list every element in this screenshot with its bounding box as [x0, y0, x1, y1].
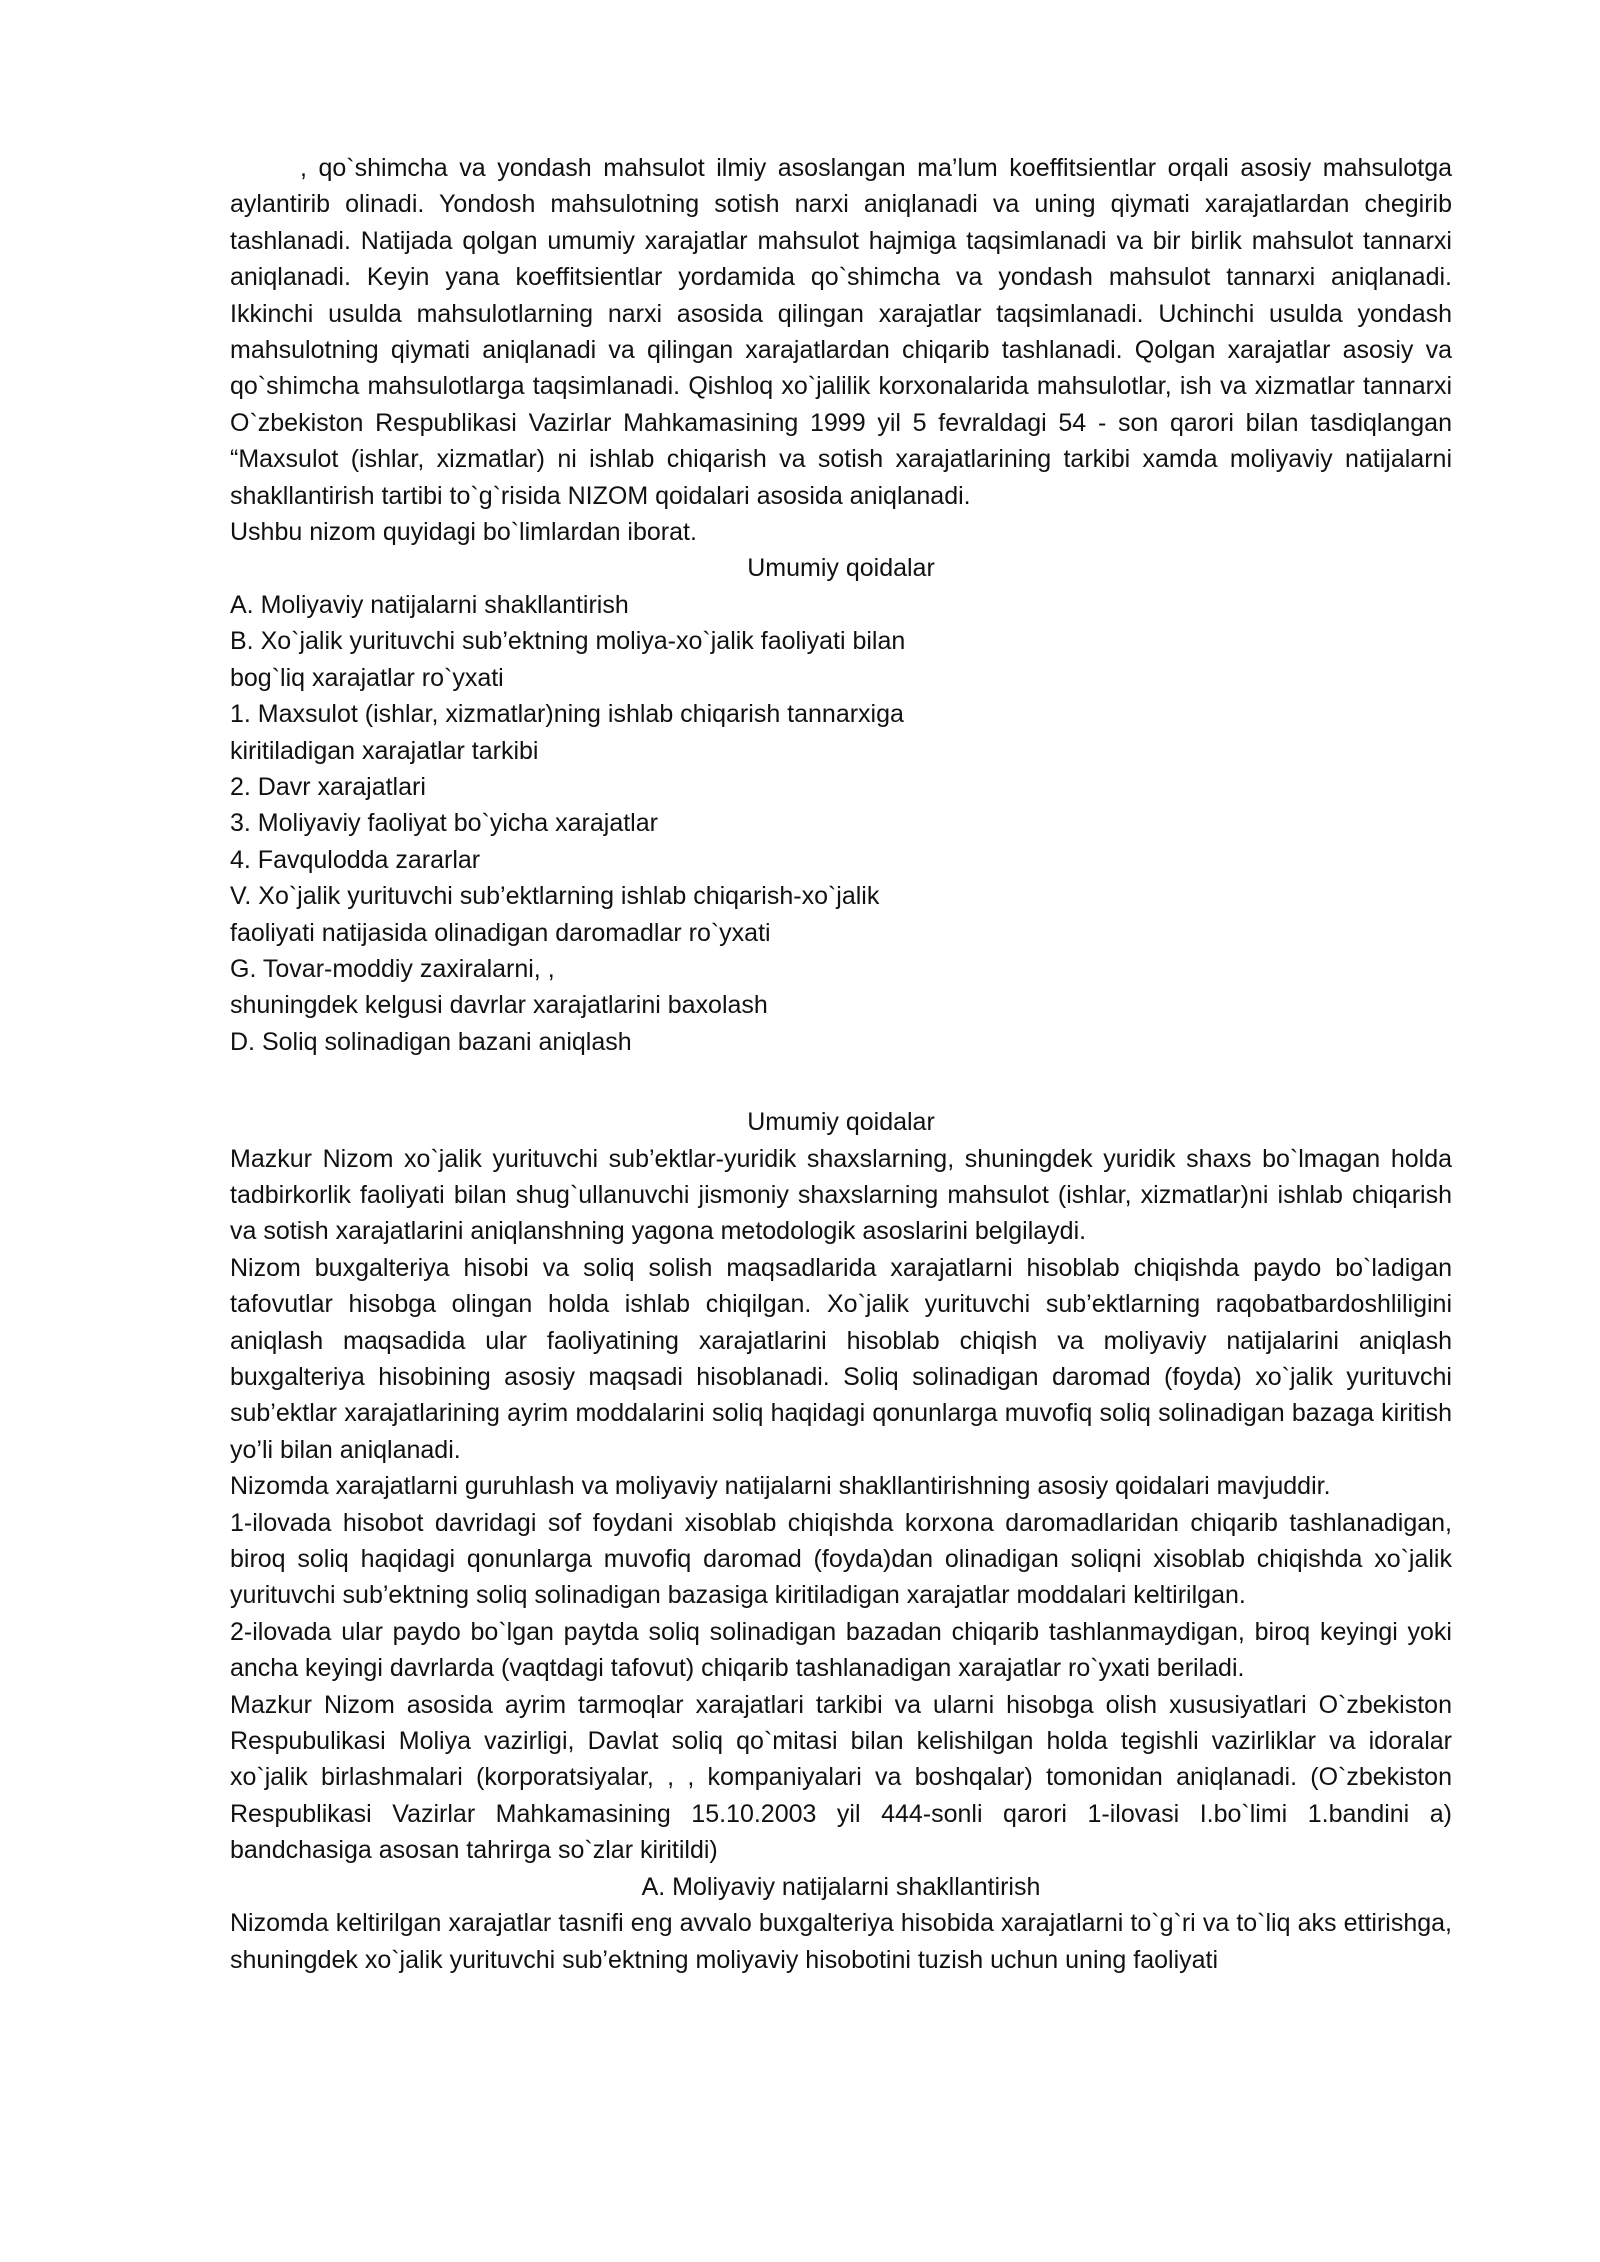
toc-heading: Umumiy qoidalar [747, 554, 935, 583]
body-paragraph: Nizomda xarajatlarni guruhlash va moliyaviy natijalarni shakllantirishning asosiy qoidalari mavjuddir. [230, 1472, 1331, 1501]
toc-line: B. Xo`jalik yurituvchi sub’ektning moliya-xo`jalik faoliyati bilan [230, 627, 906, 656]
toc-line: A. Moliyaviy natijalarni shakllantirish [230, 590, 629, 619]
toc-line: 3. Moliyaviy faoliyat bo`yicha xarajatlar [230, 809, 658, 838]
body-paragraph: Mazkur Nizom asosida ayrim tarmoqlar xarajatlari tarkibi va ularni hisobga olish xususiyatlari O`zbekiston Respubulikasi Moliya vazirligi, Davlat soliq qo`mitasi bilan kelishilgan holda tegishli vazirliklar va idoralar xo`jalik birlashmalari (korporatsiyalar, , , kompaniyalari va boshqalar) tomonidan aniqlanadi. (O`zbekiston Respublikasi Vazirlar Mahkamasining 15.10.2003 yil 444-sonli qarori 1-ilovasi I.bo`limi 1.bandini a) bandchasiga asosan tahrirga so`zlar kiritildi) [230, 1690, 1452, 1865]
body-paragraph: Mazkur Nizom xo`jalik yurituvchi sub’ektlar-yuridik shaxslarning, shuningdek yuridik shaxs bo`lmagan holda tadbirkorlik faoliyati bilan shug`ullanuvchi jismoniy shaxslarning mahsulot (ishlar, xizmatlar)ni ishlab chiqarish va sotish xarajatlarini aniqlanshning yagona metodologik asoslarini belgilaydi. [230, 1144, 1452, 1246]
toc-line: bog`liq xarajatlar ro`yxati [230, 663, 504, 692]
toc-line: 2. Davr xarajatlari [230, 772, 426, 801]
general-rules-heading: Umumiy qoidalar [747, 1108, 935, 1137]
toc-line: D. Soliq solinadigan bazani aniqlash [230, 1027, 632, 1056]
toc-line: V. Xo`jalik yurituvchi sub’ektlarning ishlab chiqarish-xo`jalik [230, 882, 880, 911]
toc-line: 1. Maxsulot (ishlar, xizmatlar)ning ishlab chiqarish tannarxiga [230, 700, 904, 729]
body-paragraph: 1-ilovada hisobot davridagi sof foydani xisoblab chiqishda korxona daromadlaridan chiqarib tashlanadigan, biroq soliq haqidagi qonunlarga muvofiq daromad (foyda)dan olinadigan soliqni xisoblab chiqishda xo`jalik yurituvchi sub’ektning soliq solinadigan bazasiga kiritiladigan xarajatlar moddalari keltirilgan. [230, 1508, 1452, 1610]
toc-line: kiritiladigan xarajatlar tarkibi [230, 736, 539, 765]
intro-paragraph: , qo`shimcha va yondash mahsulot ilmiy asoslangan ma’lum koeffitsientlar orqali asosiy mahsulotga aylantirib olinadi. Yondosh mahsulotning sotish narxi aniqlanadi va uning qiymati xarajatlardan chegirib tashlanadi. Natijada qolgan umumiy xarajatlar mahsulot hajmiga taqsimlanadi va bir birlik mahsulot tannarxi aniqlanadi. Keyin yana koeffitsientlar yordamida qo`shimcha va yondash mahsulot tannarxi aniqlanadi. Ikkinchi usulda mahsulotlarning narxi asosida qilingan xarajatlar taqsimlanadi. Uchinchi usulda yondash mahsulotning qiymati aniqlanadi va qilingan xarajatlardan chiqarib tashlanadi. Qolgan xarajatlar asosiy va qo`shimcha mahsulotlarga taqsimlanadi. Qishloq xo`jalilik korxonalarida mahsulotlar, ish va xizmatlar tannarxi O`zbekiston Respublikasi Vazirlar Mahkamasining 1999 yil 5 fevraldagi 54 - son qarori bilan tasdiqlangan “Maxsulot (ishlar, xizmatlar) ni ishlab chiqarish va sotish xarajatlarining tarkibi xamda moliyaviy natijalarni shakllantirish tartibi to`g`risida NIZOM qoidalari asosida aniqlanadi. [230, 154, 1452, 510]
body-paragraph: 2-ilovada ular paydo bo`lgan paytda soliq solinadigan bazadan chiqarib tashlanmaydigan, biroq keyingi yoki ancha keyingi davrlarda (vaqtdagi tafovut) chiqarib tashlanadigan xarajatlar ro`yxati beriladi. [230, 1617, 1452, 1683]
toc-line: faoliyati natijasida olinadigan daromadlar ro`yxati [230, 918, 771, 947]
section-a-paragraph: Nizomda keltirilgan xarajatlar tasnifi eng avvalo buxgalteriya hisobida xarajatlarni to`g`ri va to`liq aks ettirishga, shuningdek xo`jalik yurituvchi sub’ektning moliyaviy hisobotini tuzish uchun uning faoliyati [230, 1909, 1452, 1974]
section-a-heading: A. Moliyaviy natijalarni shakllantirish [641, 1872, 1041, 1901]
toc-list [230, 587, 1452, 1060]
body-paragraph: Nizom buxgalteriya hisobi va soliq solish maqsadlarida xarajatlarni hisoblab chiqishda paydo bo`ladigan tafovutlar hisobga olingan holda ishlab chiqilgan. Xo`jalik yurituvchi sub’ektlarning raqobatbardoshliligini aniqlash maqsadida ular faoliyatining xarajatlarini hisoblab chiqish va moliyaviy natijalarini aniqlash buxgalteriya hisobining asosiy maqsadi hisoblanadi. Soliq solinadigan daromad (foyda) xo`jalik yurituvchi sub’ektlar xarajatlarining ayrim moddalarini soliq haqidagi qonunlarga muvofiq soliq solinadigan bazaga kiritish yo’li bilan aniqlanadi. [230, 1253, 1452, 1464]
toc-line: 4. Favqulodda zararlar [230, 845, 481, 874]
toc-line: shuningdek kelgusi davrlar xarajatlarini baxolash [230, 991, 768, 1020]
toc-line: G. Tovar-moddiy zaxiralarni, , [230, 954, 555, 983]
document-page [230, 150, 1452, 1978]
blank-line [230, 1060, 1452, 1104]
sections-intro: Ushbu nizom quyidagi bo`limlardan iborat. [230, 518, 697, 547]
